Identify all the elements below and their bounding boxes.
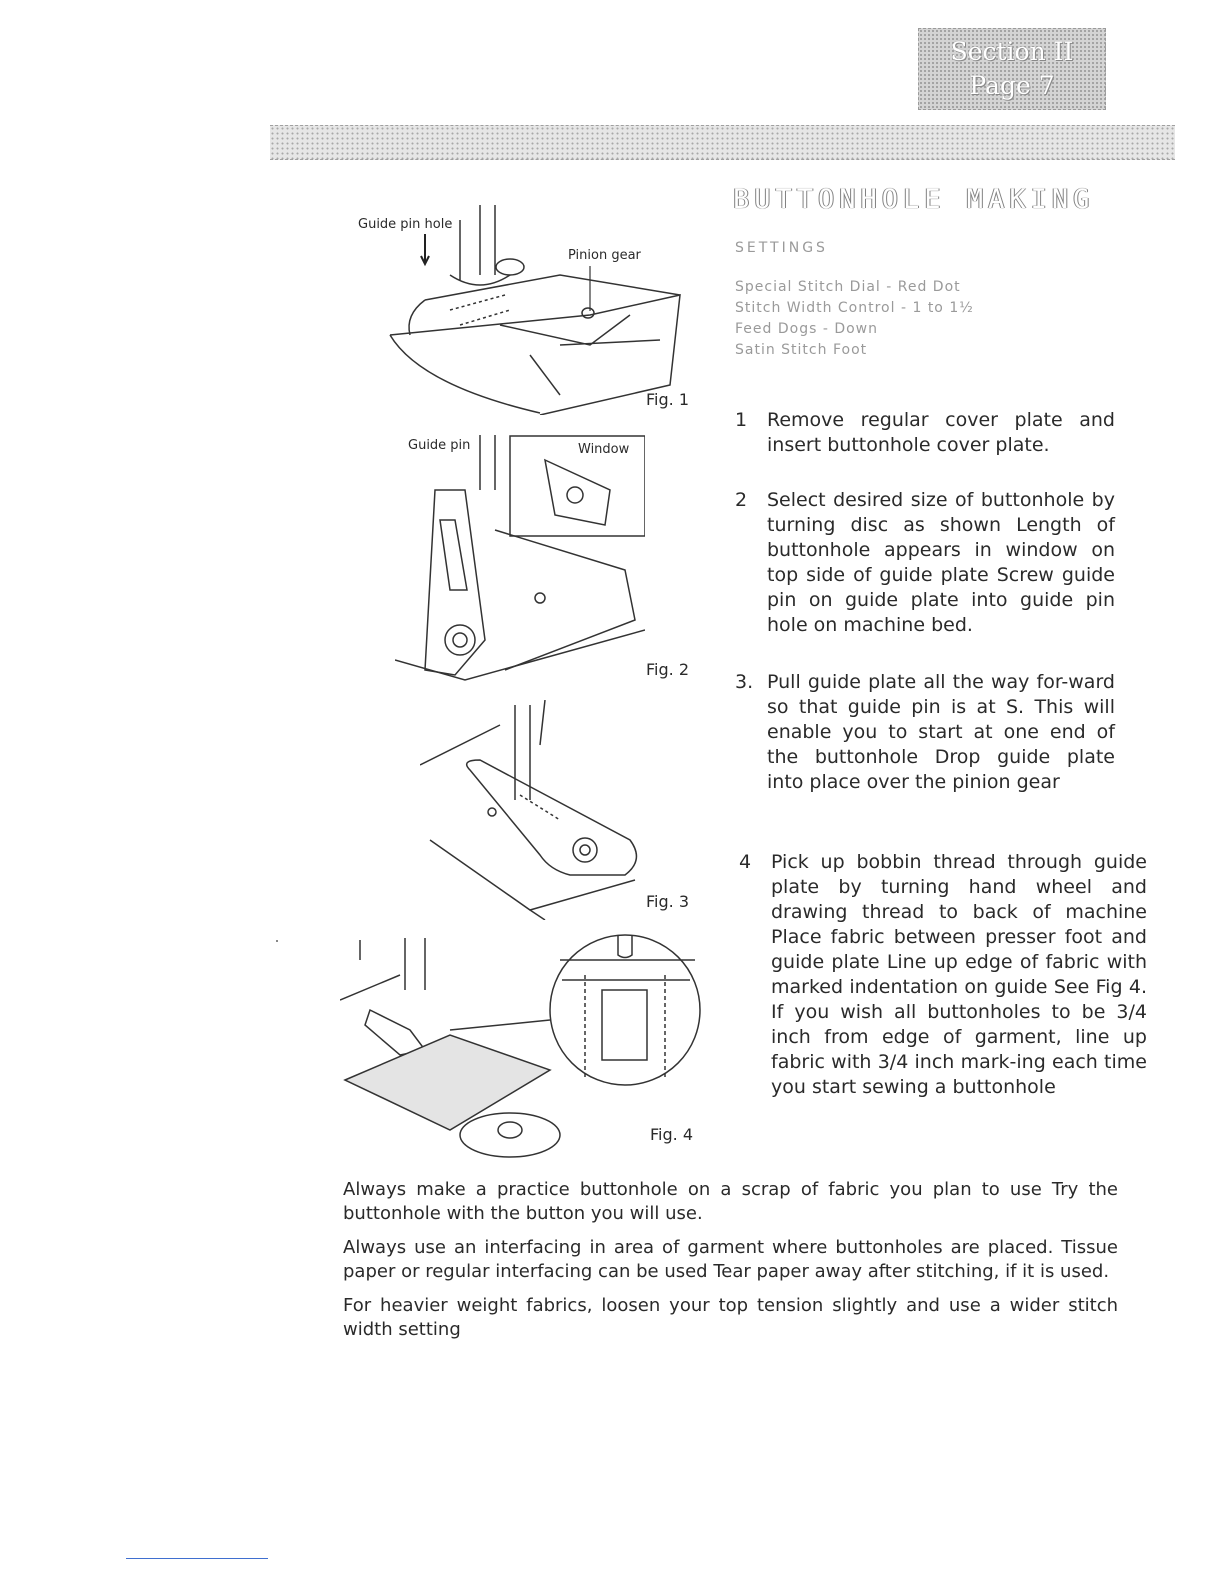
fig3-label: Fig. 3 <box>646 892 689 911</box>
step-number: 1 <box>735 409 748 431</box>
step-item <box>735 408 1115 458</box>
step-number: 2 <box>735 489 748 511</box>
fig3-illustration <box>420 700 650 920</box>
callout-guide-pin: Guide pin <box>408 438 471 453</box>
callout-window: Window <box>578 442 630 457</box>
section-label: Section II <box>950 37 1074 66</box>
settings-item: Feed Dogs - Down <box>735 321 878 337</box>
note-paragraph: Always use an interfacing in area of garment where buttonholes are placed. Tissue paper or regular interfacing can be used Tear paper away after stitching, if it is used. <box>343 1237 1118 1282</box>
step-item <box>739 850 1147 1100</box>
settings-item: Satin Stitch Foot <box>735 342 868 358</box>
page-title: BUTTONHOLE MAKING <box>733 184 1095 215</box>
footer-rule <box>126 1558 268 1559</box>
page-label: Page 7 <box>969 71 1055 100</box>
step-number: 4 <box>739 851 752 873</box>
note-paragraph: Always make a practice buttonhole on a scrap of fabric you plan to use Try the buttonhole with the button you will use. <box>343 1179 1118 1224</box>
settings-title: SETTINGS <box>735 240 828 256</box>
settings-item: Stitch Width Control - 1 to 1½ <box>735 300 974 316</box>
fig2-label: Fig. 2 <box>646 660 689 679</box>
notes <box>343 1178 1118 1352</box>
fig2-illustration <box>395 430 645 685</box>
settings-item: Special Stitch Dial - Red Dot <box>735 279 961 295</box>
fig1-label: Fig. 1 <box>646 390 689 409</box>
callout-pinion-gear: Pinion gear <box>568 248 641 263</box>
fig4-label: Fig. 4 <box>650 1125 693 1144</box>
header-band <box>270 125 1175 160</box>
step-item <box>735 488 1115 638</box>
arrow-down-icon <box>420 232 430 272</box>
step-text: Pull guide plate all the way for-ward so that guide pin is at S. This will enable you to start at one end of the buttonhole Drop guide plate into place over the pinion gear <box>767 671 1115 793</box>
leader-line <box>585 266 595 316</box>
settings-list <box>735 277 974 361</box>
step-item <box>735 670 1115 795</box>
step-text: Remove regular cover plate and insert buttonhole cover plate. <box>767 409 1115 456</box>
note-paragraph: For heavier weight fabrics, loosen your top tension slightly and use a wider stitch width setting <box>343 1295 1118 1340</box>
step-text: Select desired size of buttonhole by turning disc as shown Length of buttonhole appears in window on top side of guide plate Screw guide pin on guide plate into guide pin hole on machine bed. <box>767 489 1115 636</box>
section-tab <box>918 28 1106 110</box>
step-text: Pick up bobbin thread through guide plate by turning hand wheel and drawing thread to back of machine Place fabric between presser foot and guide plate Line up edge of fabric with marked indentation on guide See Fig 4. If you wish all buttonholes to be 3/4 inch from edge of garment, line up fabric with 3/4 inch mark-ing each time you start sewing a buttonhole <box>771 851 1147 1098</box>
step-number: 3. <box>735 671 754 693</box>
callout-guide-pin-hole: Guide pin hole <box>358 217 453 232</box>
scan-speck <box>276 940 278 942</box>
